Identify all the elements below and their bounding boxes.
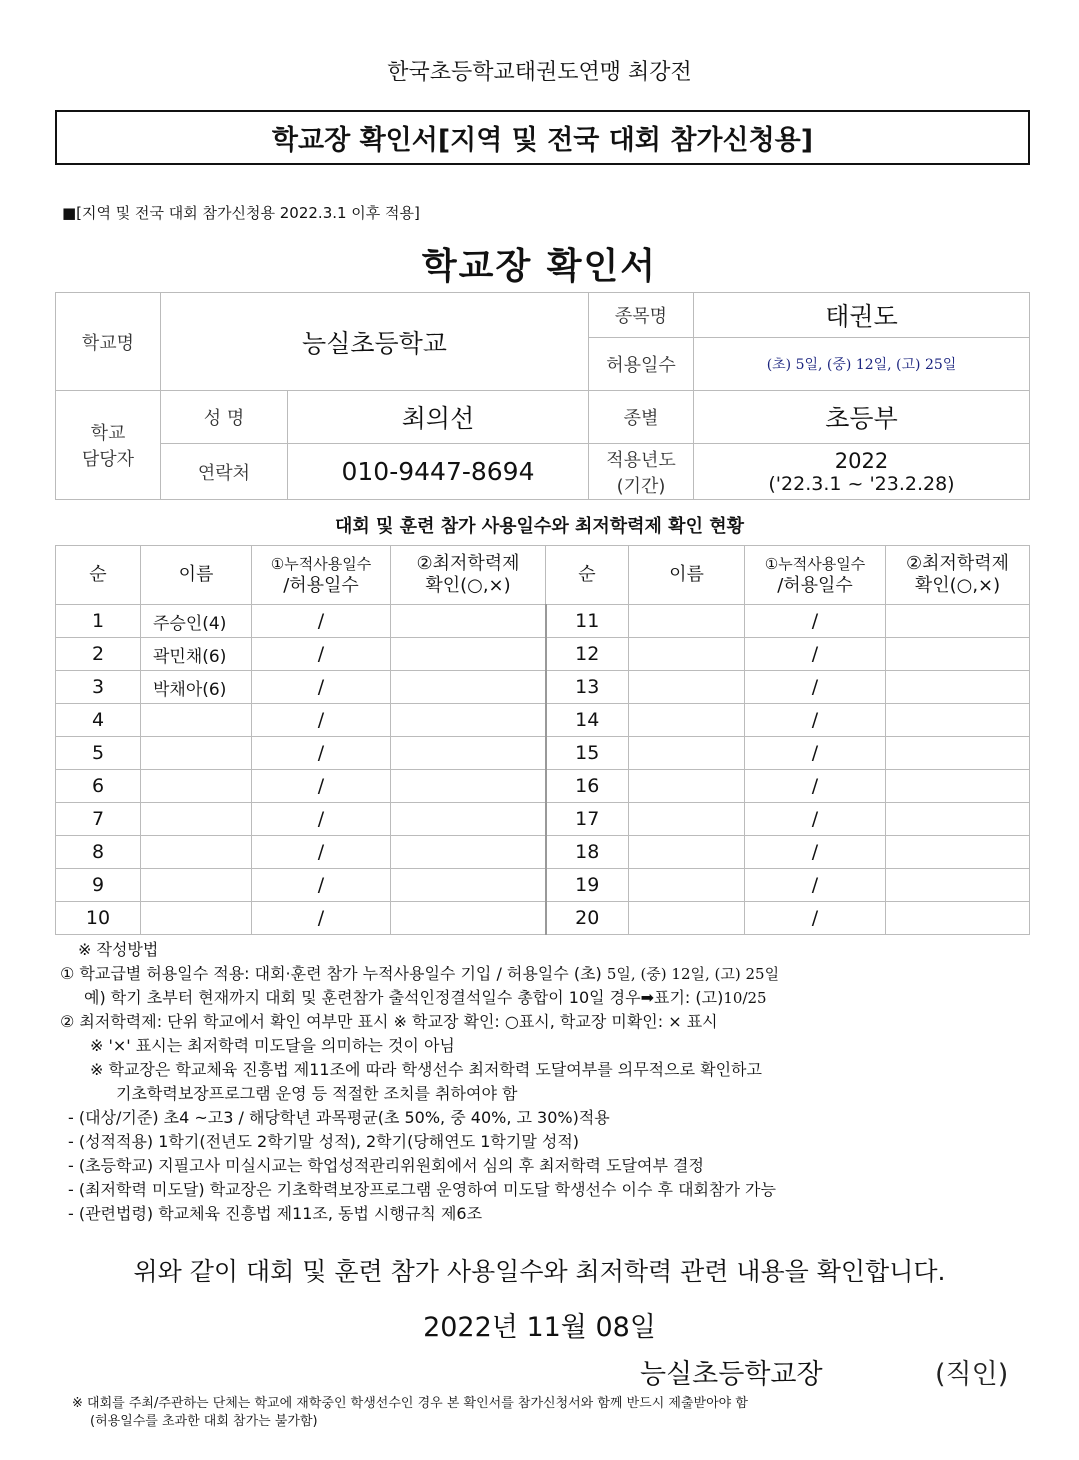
period-value: ('22.3.1 ~ '23.2.28) (768, 472, 955, 495)
min-achievement-check (886, 803, 1030, 836)
col-min2-line2: 확인(○,×) (914, 575, 1001, 596)
min-achievement-check (391, 704, 546, 737)
row-number: 10 (56, 902, 141, 935)
col-days2-line2: /허용일수 (777, 575, 853, 596)
student-name (629, 770, 745, 803)
col-days-2 (745, 546, 886, 605)
col-min-2 (886, 546, 1030, 605)
table-row (56, 770, 1030, 803)
min-achievement-check (391, 836, 546, 869)
guide-line-4: ※ '×' 표시는 최저학력 미도달을 의미하는 것이 아님 (90, 1036, 455, 1055)
student-name: 박채아(6) (141, 671, 252, 704)
min-achievement-check (886, 671, 1030, 704)
row-number: 16 (546, 770, 629, 803)
table-row (56, 737, 1030, 770)
guide-heading: ※ 작성방법 (78, 940, 159, 959)
min-achievement-check (886, 836, 1030, 869)
min-achievement-check (391, 671, 546, 704)
row-number: 17 (546, 803, 629, 836)
student-name: 곽민채(6) (141, 638, 252, 671)
footnote-line-2: (허용일수를 초과한 대회 참가는 불가함) (90, 1414, 318, 1429)
table-row (56, 638, 1030, 671)
footnote-line-1: ※ 대회를 주최/주관하는 단체는 학교에 재학중인 학생선수인 경우 본 확인서를 참가신청서와 함께 반드시 제출받아야 함 (72, 1396, 748, 1411)
col-min (391, 546, 546, 605)
row-number: 8 (56, 836, 141, 869)
min-achievement-check (886, 704, 1030, 737)
row-number: 20 (546, 902, 629, 935)
application-note: ■[지역 및 전국 대회 참가신청용 2022.3.1 이후 적용] (62, 204, 420, 222)
days-used: / (745, 605, 886, 638)
days-used: / (252, 671, 391, 704)
min-achievement-check (886, 770, 1030, 803)
days-used: / (745, 671, 886, 704)
guide-line-7: - (대상/기준) 초4 ~고3 / 해당학년 과목평균(초 50%, 중 40%, 고 30%)적용 (68, 1108, 610, 1127)
event-value: 태권도 (694, 293, 1030, 338)
guide-line-11: - (관련법령) 학교체육 진흥법 제11조, 동법 시행규칙 제6조 (68, 1204, 483, 1223)
student-name (141, 737, 252, 770)
guide-line-2 (60, 986, 1040, 1010)
days-used: / (745, 836, 886, 869)
boxed-title: 학교장 확인서[지역 및 전국 대회 참가신청용] (55, 110, 1030, 165)
table-row (56, 704, 1030, 737)
row-number: 15 (546, 737, 629, 770)
row-number: 4 (56, 704, 141, 737)
table-row (56, 605, 1030, 638)
event-label: 종목명 (589, 293, 694, 338)
student-name: 주승인(4) (141, 605, 252, 638)
row-number: 2 (56, 638, 141, 671)
row-number: 6 (56, 770, 141, 803)
col-no-2: 순 (546, 546, 629, 605)
guide-line-1a: ① 학교급별 허용일수 적용: 대회·훈련 참가 누적사용일수 기입 / 허용일수 (초) (60, 964, 602, 983)
student-name (141, 704, 252, 737)
guide-line-5: ※ 학교장은 학교체육 진흥법 제11조에 따라 학생선수 최저학력 도달여부를 의무적으로 확인하고 (90, 1060, 762, 1079)
guide-line-9: - (초등학교) 지필고사 미실시교는 학업성적관리위원회에서 심의 후 최저학력 도달여부 결정 (68, 1156, 704, 1175)
principal-name: 능실초등학교장 (640, 1359, 823, 1390)
row-number: 18 (546, 836, 629, 869)
organization-title: 한국초등학교태권도연맹 최강전 (387, 60, 692, 85)
student-name (141, 902, 252, 935)
min-achievement-check (391, 605, 546, 638)
days-used: / (745, 869, 886, 902)
col-min2-line1: ②최저학력제 (905, 553, 1010, 574)
days-used: / (252, 902, 391, 935)
min-achievement-check (391, 803, 546, 836)
table-body (56, 605, 1030, 935)
school-label: 학교명 (56, 293, 161, 391)
row-number: 19 (546, 869, 629, 902)
year-label-line1: 적용년도 (606, 449, 676, 471)
col-name: 이름 (141, 546, 252, 605)
col-no: 순 (56, 546, 141, 605)
col-days (252, 546, 391, 605)
page-title: 학교장 확인서 (421, 246, 658, 287)
year-label (589, 444, 694, 500)
guide-line-10: - (최저학력 미도달) 학교장은 기초학력보장프로그램 운영하여 미도달 학생선수 이수 후 대회참가 가능 (68, 1180, 776, 1199)
guide-line-2a: 예) 학기 초부터 현재까지 대회 및 훈련참가 출석인정결석일수 총합이 10일 경우 (84, 988, 641, 1007)
days-used: / (252, 770, 391, 803)
guide-line-2b: 표기: (고) (654, 988, 724, 1007)
student-name (629, 803, 745, 836)
official-seal: (직인) (935, 1359, 1009, 1390)
contact-value: 010-9447-8694 (288, 444, 589, 500)
participant-table (55, 545, 1030, 935)
issue-date: 2022년 11월 08일 (423, 1312, 656, 1343)
year-cell (694, 444, 1030, 500)
table-row (56, 671, 1030, 704)
footnote (72, 1395, 748, 1431)
row-number: 7 (56, 803, 141, 836)
min-achievement-check (886, 638, 1030, 671)
guide-line-1 (60, 962, 1040, 986)
allowed-label: 허용일수 (589, 338, 694, 391)
guide-line-2c: 10/25 (723, 989, 767, 1007)
student-name (629, 737, 745, 770)
col-days-line2: /허용일수 (283, 575, 359, 596)
days-used: / (252, 737, 391, 770)
contact-label: 연락처 (161, 444, 288, 500)
col-min-line1: ②최저학력제 (416, 553, 520, 574)
student-name (629, 671, 745, 704)
row-number: 12 (546, 638, 629, 671)
year-value: 2022 (834, 448, 889, 473)
name-label: 성 명 (161, 391, 288, 444)
min-achievement-check (886, 869, 1030, 902)
student-name (629, 836, 745, 869)
days-used: / (745, 638, 886, 671)
col-days-line1: ①누적사용일수 (270, 555, 372, 573)
days-used: / (745, 803, 886, 836)
student-name (141, 770, 252, 803)
student-name (141, 836, 252, 869)
days-used: / (745, 902, 886, 935)
category-label: 종별 (589, 391, 694, 444)
student-name (141, 803, 252, 836)
days-used: / (252, 704, 391, 737)
days-used: / (252, 638, 391, 671)
min-achievement-check (886, 737, 1030, 770)
student-name (629, 704, 745, 737)
table-row (56, 836, 1030, 869)
student-name (629, 869, 745, 902)
col-days2-line1: ①누적사용일수 (764, 555, 866, 573)
col-name-2: 이름 (629, 546, 745, 605)
row-number: 1 (56, 605, 141, 638)
row-number: 11 (546, 605, 629, 638)
table-header-row (56, 546, 1030, 605)
min-achievement-check (391, 770, 546, 803)
min-achievement-check (886, 605, 1030, 638)
guide-line-6: 기초학력보장프로그램 운영 등 적절한 조치를 취하여야 함 (116, 1084, 518, 1103)
row-number: 9 (56, 869, 141, 902)
student-name (629, 638, 745, 671)
days-used: / (252, 605, 391, 638)
table-row (56, 869, 1030, 902)
school-name: 능실초등학교 (161, 293, 589, 391)
min-achievement-check (886, 902, 1030, 935)
days-used: / (252, 869, 391, 902)
guide-line-3: ② 최저학력제: 단위 학교에서 확인 여부만 표시 ※ 학교장 확인: ○표시, 학교장 미확인: × 표시 (60, 1012, 718, 1031)
section-title: 대회 및 훈련 참가 사용일수와 최저학력제 확인 현황 (334, 516, 744, 537)
student-name (629, 902, 745, 935)
row-number: 13 (546, 671, 629, 704)
days-used: / (252, 803, 391, 836)
arrow-icon: ➡ (640, 988, 655, 1007)
allowed-value: (초) 5일, (중) 12일, (고) 25일 (694, 338, 1030, 391)
student-name (629, 605, 745, 638)
guide-line-1b: 5일, (중) 12일, (고) 25일 (606, 965, 780, 983)
confirmation-statement: 위와 같이 대회 및 훈련 참가 사용일수와 최저학력 관련 내용을 확인합니다. (133, 1257, 946, 1286)
table-row (56, 803, 1030, 836)
staff-label (56, 391, 161, 500)
days-used: / (745, 770, 886, 803)
row-number: 3 (56, 671, 141, 704)
days-used: / (745, 737, 886, 770)
min-achievement-check (391, 737, 546, 770)
row-number: 5 (56, 737, 141, 770)
col-min-line2: 확인(○,×) (425, 575, 511, 596)
info-table (55, 292, 1030, 500)
min-achievement-check (391, 869, 546, 902)
name-value: 최의선 (288, 391, 589, 444)
writing-guide (60, 938, 1040, 1226)
table-row (56, 902, 1030, 935)
year-label-line2: (기간) (616, 475, 666, 497)
category-value: 초등부 (694, 391, 1030, 444)
min-achievement-check (391, 902, 546, 935)
staff-label-line2: 담당자 (81, 449, 135, 470)
staff-label-line1: 학교 (90, 423, 126, 444)
student-name (141, 869, 252, 902)
guide-line-8: - (성적적용) 1학기(전년도 2학기말 성적), 2학기(당해연도 1학기말 성적) (68, 1132, 580, 1151)
min-achievement-check (391, 638, 546, 671)
days-used: / (745, 704, 886, 737)
row-number: 14 (546, 704, 629, 737)
days-used: / (252, 836, 391, 869)
